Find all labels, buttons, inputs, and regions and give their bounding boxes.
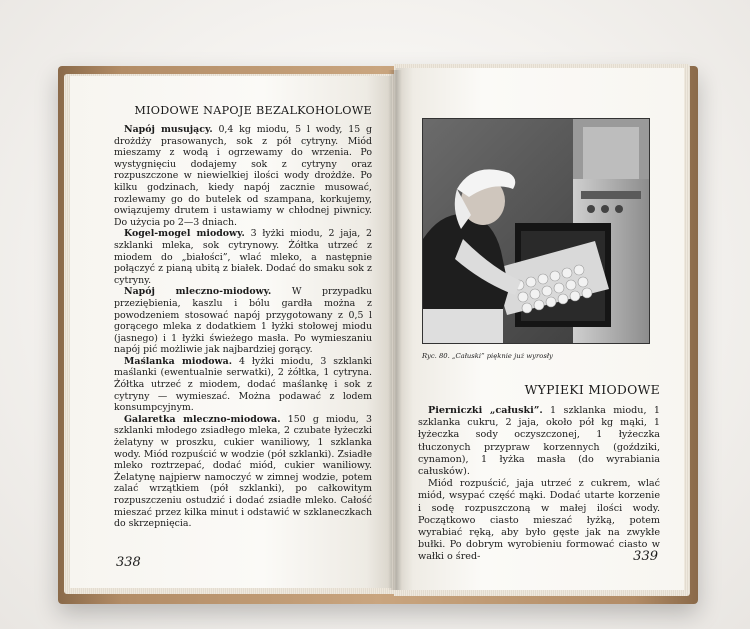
recipe-title: Galaretka mleczno-miodowa. xyxy=(124,413,281,425)
recipe-text: W przypadku przeziębienia, kaszlu i bólu gardła można z powodzeniem stosować napój przygotowany z 0,5 l gorącego mleka z dodatkiem 1 łyżki stołowej miodu (jasnego) i 1 łyżki świeżego masła. Po wymieszaniu napój pić możliwie jak najbardziej gorący. xyxy=(114,286,373,356)
left-page-body xyxy=(114,124,372,530)
recipe-text: 4 łyżki miodu, 3 szklanki maślanki (ewentualnie serwatki), 2 żółtka, 1 cytryna. Żółtka utrzeć z miodem, dodać maślankę i sok z cytryny — wymieszać. Można podawać z lodem konsumpcyjnym. xyxy=(114,355,373,414)
recipe-text: Miód rozpuścić, jaja utrzeć z cukrem, wlać miód, wsypać część mąki. Dodać utarte korzenie i sodę rozpuszczoną w małej ilości wody. Początkowo ciasto mieszać łyżką, potem wyrabiać ręką, aby było gęste jak na zwykłe bułki. Po dobrym wyrobieniu formować ciasto w wałki o śred- xyxy=(418,478,660,563)
running-head: MIODOWE NAPOJE BEZALKOHOLOWE xyxy=(134,104,372,117)
recipe-title: Maślanka miodowa. xyxy=(124,355,232,367)
recipe-paragraph xyxy=(114,228,372,286)
recipe-text: 0,4 kg miodu, 5 l wody, 15 g drożdży prasowanych, sok z pół cytryny. Miód mieszamy z wodą i ogrzewamy do wrzenia. Po wystygnięciu dodajemy sok z cytryny oraz rozpuszczone w niewielkiej ilości wody drożdże. Po kilku godzinach, kiedy napój zacznie musować, rozlewamy go do butelek od szampana, korkujemy, owiązujemy drutem i ustawiamy w chłodnej piwnicy. Do użycia po 2—3 dniach. xyxy=(114,124,373,228)
recipe-text: 3 łyżki miodu, 2 jaja, 2 szklanki mleka, sok cytrynowy. Żółtka utrzeć z miodem do „białości”, wlać mleko, a następnie połączyć z pianą ubitą z białek. Dodać do smaku sok z cytryny. xyxy=(114,228,372,286)
recipe-text: 150 g miodu, 3 szklanki młodego zsiadłego mleka, 2 czubate łyżeczki żelatyny w proszku, cukier waniliowy, 1 szklanka wody. Miód rozpuścić w wodzie (pół szklanki). Zsiadłe mleko roztrzepać, dodać miód, cukier waniliowy. Żelatynę najpierw namoczyć w zimnej wodzie, potem zalać wrzątkiem (pół szklanki), po całkowitym rozpuszczeniu ostudzić i dodać zsiadłe mleko. Całość mieszać przez kilka minut i odstawić w szklaneczkach do skrzepnięcia. xyxy=(114,413,372,530)
recipe-title: Kogel-mogel miodowy. xyxy=(124,228,245,240)
right-page xyxy=(396,68,684,590)
recipe-paragraph xyxy=(114,124,372,228)
recipe-text: 1 szklanka miodu, 1 szklanka cukru, 2 jaja, około pół kg mąki, 1 łyżeczka sody oczyszczonej, 1 łyżeczka tłuczonych przypraw korzennych (goździki, cynamon), 1 łyżka masła (do wyrabiania całusków). xyxy=(418,405,660,478)
left-page xyxy=(70,76,392,588)
recipe-paragraph xyxy=(114,286,372,356)
figure-caption: Ryc. 80. „Całuski” pięknie już wyrosły xyxy=(422,352,553,360)
recipe-title: Napój musujący. xyxy=(124,124,213,135)
recipe-paragraph xyxy=(418,405,660,478)
page-number: 338 xyxy=(116,555,141,570)
photo-illustration xyxy=(422,118,650,344)
recipe-paragraph xyxy=(114,414,372,530)
right-page-body xyxy=(418,405,660,564)
recipe-title: Napój mleczno-miodowy. xyxy=(124,286,272,298)
recipe-title: Pierniczki „całuski”. xyxy=(428,405,543,416)
section-title: WYPIEKI MIODOWE xyxy=(524,382,660,397)
recipe-paragraph xyxy=(114,356,372,414)
recipe-paragraph xyxy=(418,478,660,563)
page-number: 339 xyxy=(633,549,658,564)
